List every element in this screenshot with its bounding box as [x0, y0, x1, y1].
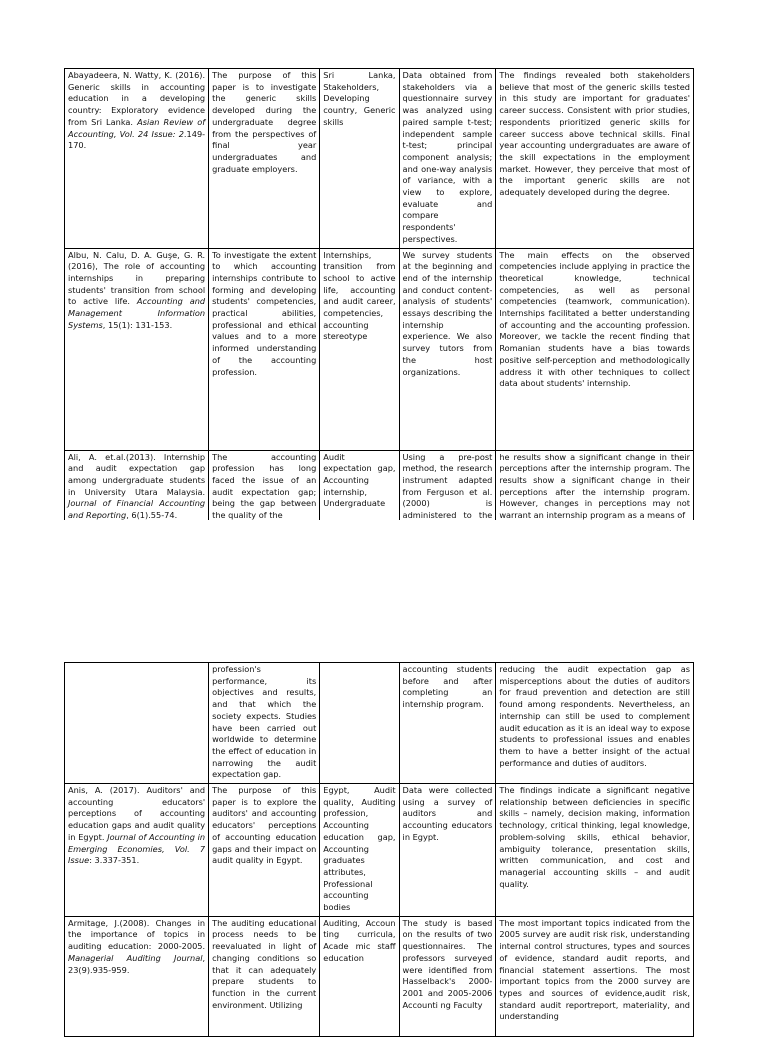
citation-pages: , 23(9).935-959.: [68, 952, 206, 975]
citation-pages: .149-170.: [68, 128, 206, 151]
journal-name: Asian Review of Accounting, Vol. 24 Issue: 2: [68, 116, 206, 139]
table-row: [65, 248, 694, 450]
method-cell: accounting students before and after completing an internship program.: [399, 663, 496, 784]
journal-name: Journal of Financial Accounting and Reporting: [68, 498, 206, 521]
purpose-cell: profession's performance, its objectives and results, and that which the society expects. Studies have been carried out worldwide to determine the effect of education in narrowing the audit expectation gap.: [209, 663, 320, 784]
table-row: [65, 784, 694, 917]
purpose-cell: The auditing educational process needs to be reevaluated in light of changing conditions so that it can adequately prepare students to function in the current environment. Utilizing: [209, 916, 320, 1036]
citation-pages: , 15(1): 131-153.: [102, 319, 173, 330]
citation-text: Abayadeera, N. Watty, K. (2016). Generic skills in accounting education in a developing country: Exploratory evidence from Sri Lanka.: [68, 70, 206, 127]
purpose-cell: The purpose of this paper is to investigate the generic skills developed during the undergraduate degree from the perspectives of final year undergraduates and graduate employers.: [209, 69, 320, 249]
literature-table-page-1: [64, 68, 694, 536]
findings-cell: The main effects on the observed competencies include applying in practice the theoretical knowledge, technical competencies, as well as personal competencies (teamwork, communication). Internships facilitated a better understanding of accounting and the accounting profession. Moreover, we tackle the recent finding that Romanian students have a bias towards positive self-perception and methodologically address it with other techniques to collect data about students' internship.: [496, 248, 694, 450]
journal-name: Accounting and Management Information Systems: [68, 296, 206, 330]
keywords-cell: Audit expectation gap, Accounting internship, Undergraduate: [320, 450, 399, 536]
citation-pages: : 3.337-351.: [89, 855, 140, 866]
findings-cell: reducing the audit expectation gap as misperceptions about the duties of auditors for fraud prevention and detection are still found among respondents. Nevertheless, an internship can still be used to complement audit education as it is an ideal way to expose students to professional issues and enables them to have a better insight of the actual performance and duties of auditors.: [496, 663, 694, 784]
citation-text: Anis, A. (2017). Auditors' and accounting educators' perceptions of accounting education gaps and audit quality in Egypt.: [68, 785, 206, 842]
findings-cell: The findings revealed both stakeholders believe that most of the generic skills tested in this study are important for graduates' career success. Consistent with prior studies, respondents prioritized generic skills for career success above technical skills. Final year accounting undergraduates are aware of the skill expectations in the employment market. However, they perceive that most of the important generic skills are not adequately developed during the degree.: [496, 69, 694, 249]
purpose-cell: The accounting profession has long faced the issue of an audit expectation gap; being the gap between the quality of the: [209, 450, 320, 536]
literature-table-page-2: [64, 662, 694, 1037]
citation-cell: [65, 784, 209, 917]
keywords-cell: Internships, transition from school to active life, accounting and audit career, competencies, accounting stereotype: [320, 248, 399, 450]
page-break-cover: [0, 520, 768, 662]
findings-cell: he results show a significant change in their perceptions after the internship program. The results show a significant change in their perceptions after the internship program. However, changes in perceptions may not warrant an internship program as a means of: [496, 450, 694, 536]
table-row: [65, 69, 694, 249]
citation-text: Ali, A. et.al.(2013). Internship and audit expectation gap among undergraduate students in University Utara Malaysia.: [68, 451, 206, 497]
journal-name: Managerial Auditing Journal: [68, 952, 203, 963]
findings-cell: The most important topics indicated from the 2005 survey are audit risk risk, understanding internal control structures, types and sources of evidence, standard audit reports, and financial statement assertions. The most important topics from the 2000 survey are types and sources of evidence,audit risk, standard audit reportreport, materiality, and understanding: [496, 916, 694, 1036]
citation-text: Albu, N. Calu, D. A. Guşe, G. R. (2016), The role of accounting internships in preparing students' transition from school to active life.: [68, 249, 206, 307]
purpose-cell: The purpose of this paper is to explore the auditors' and accounting educators' perceptions of accounting education gaps and their impact on audit quality in Egypt.: [209, 784, 320, 917]
citation-text: Armitage, J.(2008). Changes in the importance of topics in auditing education: 2000-2005.: [68, 917, 206, 952]
table-row: [65, 916, 694, 1036]
keywords-cell: Auditing, Accoun ting curricula, Acade mic staff education: [320, 916, 399, 1036]
keywords-cell: Sri Lanka, Stakeholders, Developing country, Generic skills: [320, 69, 399, 249]
citation-pages: , 6(1).55-74.: [126, 510, 178, 521]
journal-name: Journal of Accounting in Emerging Economies, Vol. 7 Issue: [68, 831, 206, 866]
method-cell: Data obtained from stakeholders via a questionnaire survey was analyzed using paired sample t-test; independent sample t-test; principal component analysis; and one-way analysis of variance, with a view to explore, evaluate and compare respondents' perspectives.: [399, 69, 496, 249]
citation-cell: [65, 248, 209, 450]
purpose-cell: To investigate the extent to which accounting internships contribute to forming and developing students' competencies, practical abilities, professional and ethical values and to a more informed understanding of the accounting profession.: [209, 248, 320, 450]
citation-cell: [65, 916, 209, 1036]
method-cell: Data were collected using a survey of auditors and accounting educators in Egypt.: [399, 784, 496, 917]
method-cell: The study is based on the results of two questionnaires. The professors surveyed were identified from Hasselback's 2000-2001 and 2005-2006 Accounti ng Faculty: [399, 916, 496, 1036]
citation-cell: [65, 663, 209, 784]
keywords-cell: Egypt, Audit quality, Auditing profession, Accounting education gap, Accounting graduates attributes, Professional accounting bodies: [320, 784, 399, 917]
citation-cell: [65, 69, 209, 249]
findings-cell: The findings indicate a significant negative relationship between deficiencies in specific skills – namely, decision making, information technology, critical thinking, legal knowledge, problem-solving skills, ethical behavior, ambiguity tolerance, presentation skills, written communication, and cost and managerial accounting skills – and audit quality.: [496, 784, 694, 917]
keywords-cell: [320, 663, 399, 784]
table-row: [65, 663, 694, 784]
method-cell: Using a pre-post method, the research instrument adapted from Ferguson et al. (2000) is administered to the: [399, 450, 496, 536]
method-cell: We survey students at the beginning and end of the internship and conduct content-analysis of students' essays describing the internship experience. We also survey tutors from the host organizations.: [399, 248, 496, 450]
